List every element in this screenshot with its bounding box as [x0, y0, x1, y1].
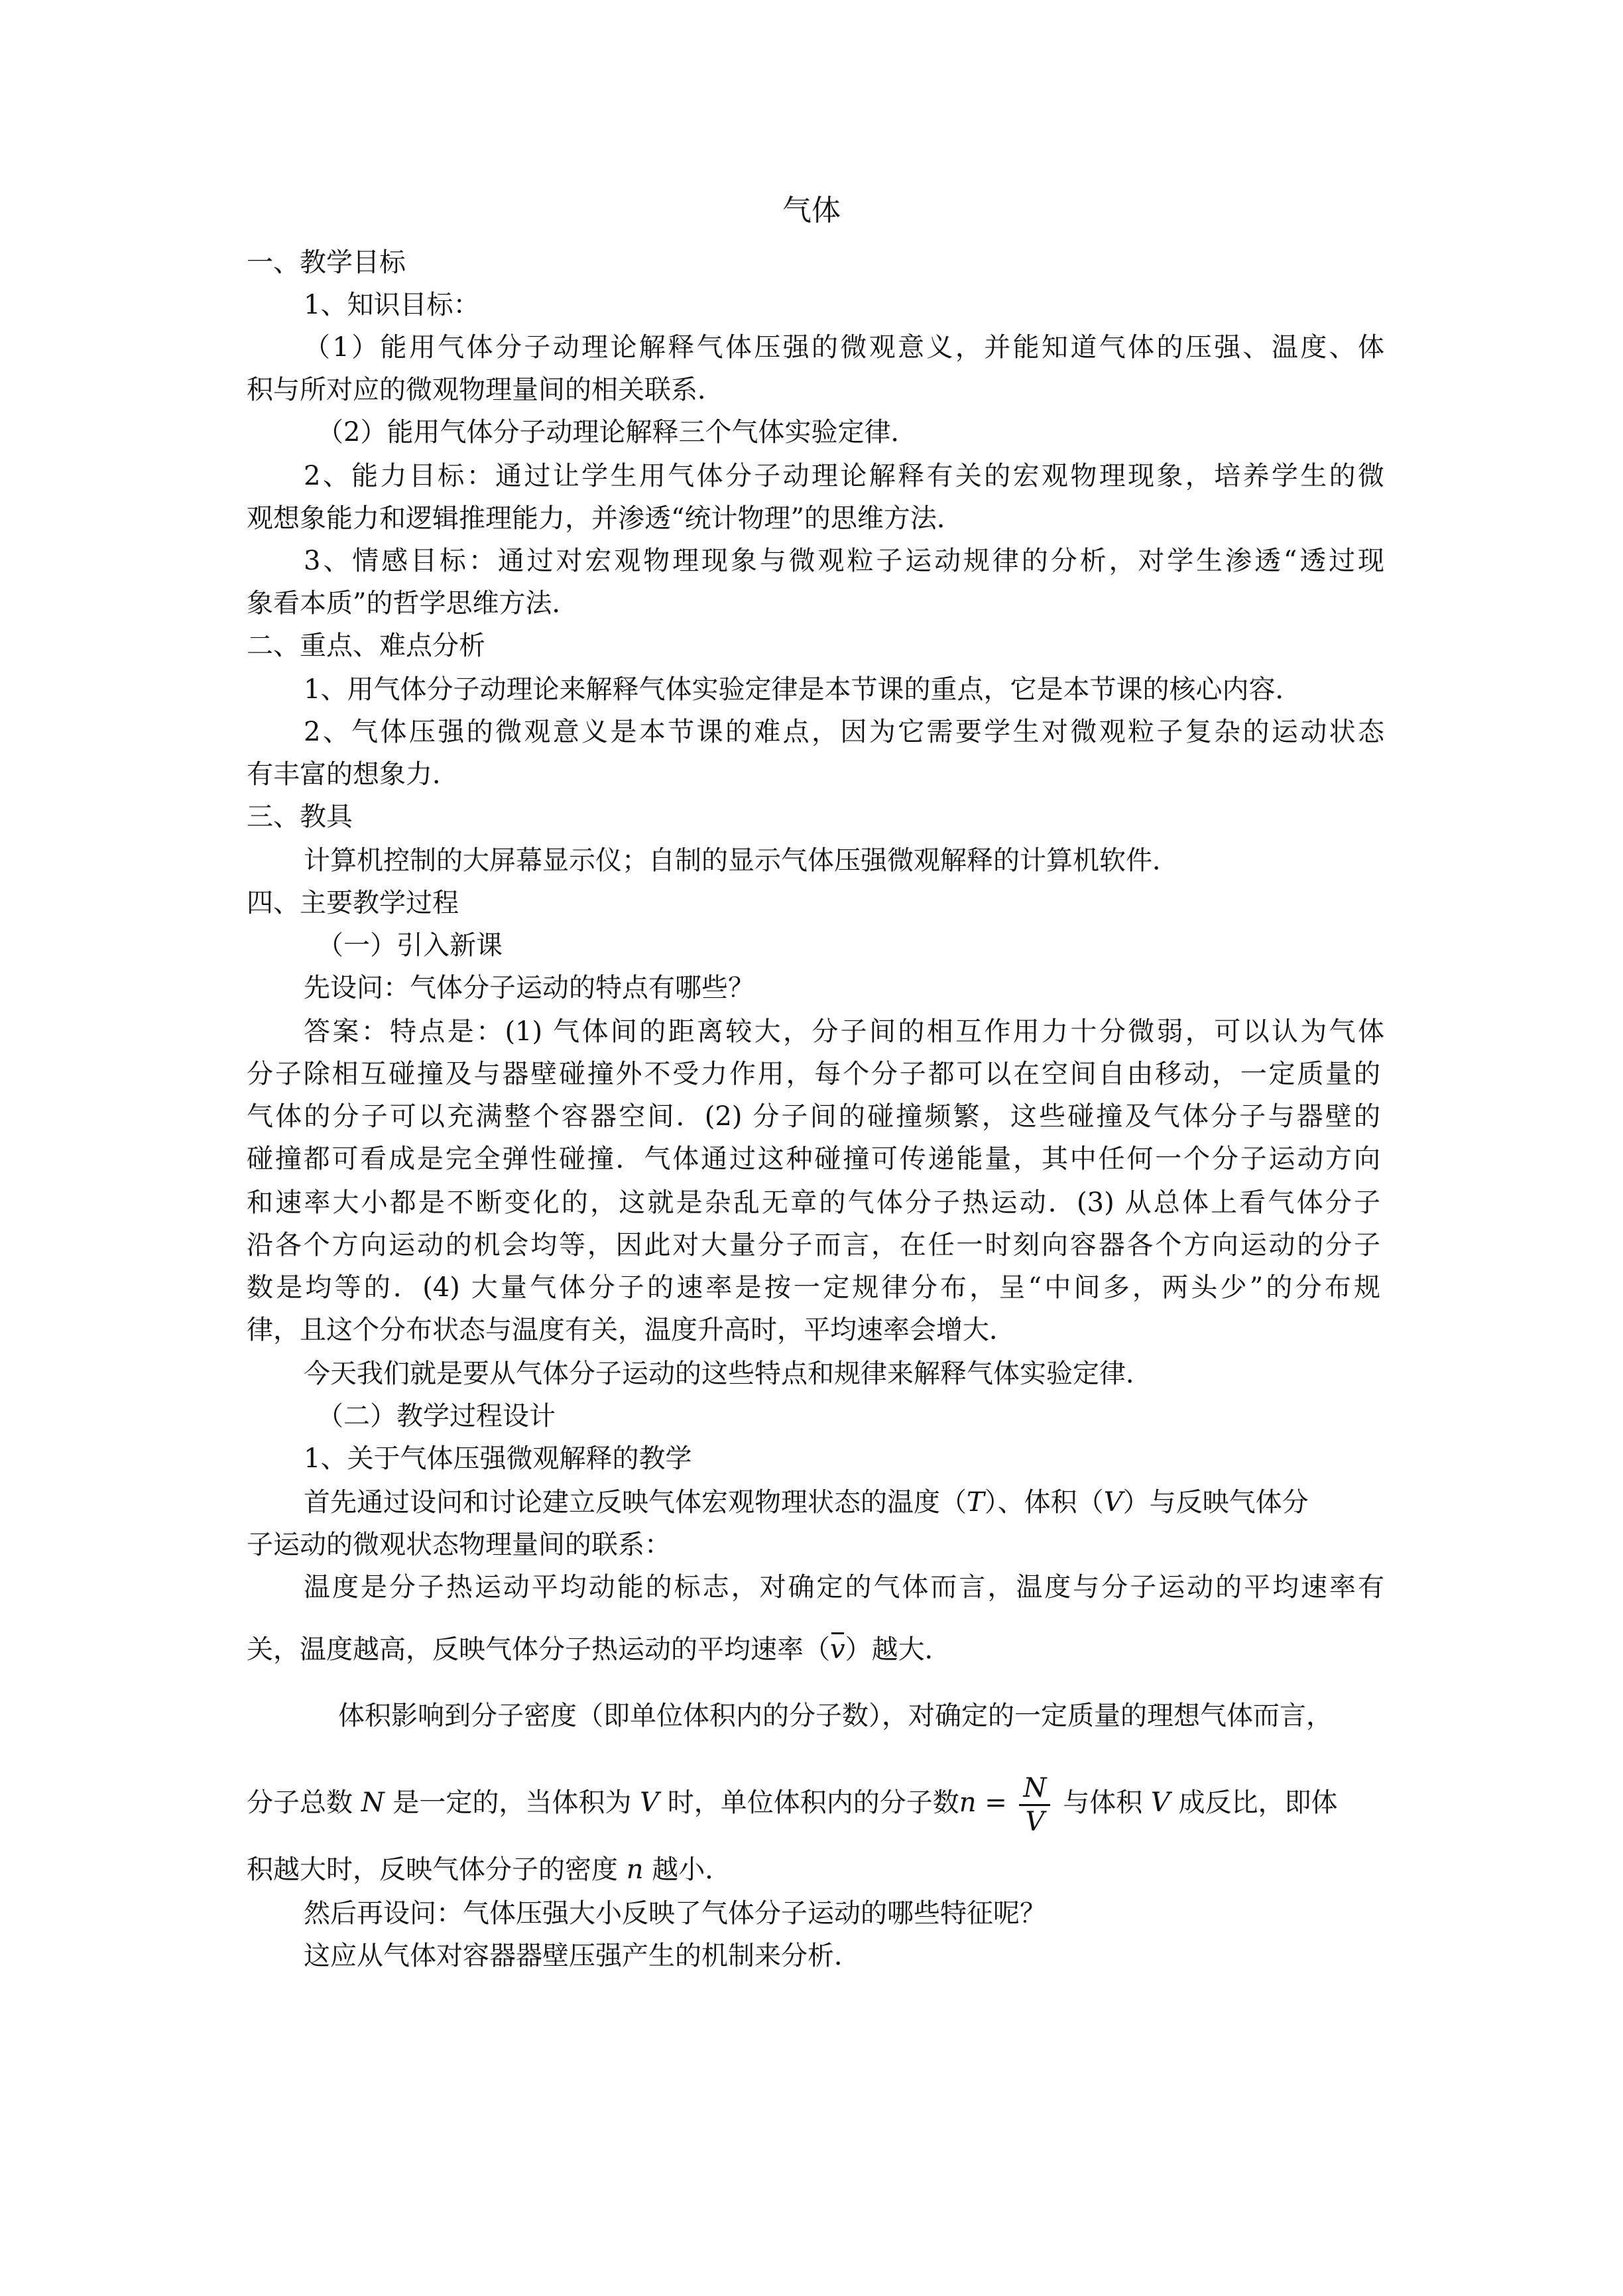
symbol-V-2: V — [640, 1787, 660, 1818]
answer-line-1: 答案：特点是：(1) 气体间的距离较大，分子间的相互作用力十分微弱，可以认为气体 — [304, 1016, 1384, 1047]
answer-line-2: 分子除相互碰撞及与器壁碰撞外不受力作用，每个分子都可以在空间自由移动，一定质量的 — [247, 1059, 1380, 1089]
knowledge-objective-heading: 1、知识目标： — [304, 290, 480, 320]
fraction-N-over-V — [1019, 1772, 1050, 1838]
emotion-objective-line-2: 象看本质”的哲学思维方法． — [247, 588, 579, 619]
intro-text-part-3: ）与反映气体分 — [1122, 1487, 1309, 1518]
follow-up-question: 然后再设问：气体压强大小反映了气体分子运动的哪些特征呢？ — [304, 1898, 1046, 1929]
subsection-intro: （一）引入新课 — [317, 930, 503, 961]
closing-line: 这应从气体对容器器壁压强产生的机制来分析． — [304, 1941, 861, 1971]
answer-line-7: 数是均等的．(4) 大量气体分子的速率是按一定规律分布，呈“中间多，两头少”的分布规 — [247, 1272, 1380, 1303]
tools-description: 计算机控制的大屏幕显示仪；自制的显示气体压强微观解释的计算机软件． — [304, 845, 1179, 876]
intro-question: 先设问：气体分子运动的特点有哪些？ — [304, 973, 754, 1003]
symbol-V: V — [1103, 1487, 1123, 1518]
temperature-text-part-2: ）越大． — [845, 1634, 951, 1665]
volume-text-part-3: 时，单位体积内的分子数 — [659, 1787, 959, 1818]
section-heading-tools: 三、教具 — [247, 802, 353, 832]
volume-line-3 — [247, 1851, 731, 1888]
page-title: 气体 — [782, 194, 841, 227]
symbol-v-bar: v — [830, 1631, 845, 1668]
temperature-line-2 — [247, 1631, 951, 1668]
temperature-line-1: 温度是分子热运动平均动能的标志，对确定的气体而言，温度与分子运动的平均速率有 — [304, 1572, 1384, 1602]
answer-line-6: 沿各个方向运动的机会均等，因此对大量分子而言，在任一时刻向容器各个方向运动的分子 — [247, 1230, 1380, 1260]
intro-text-part-1: 首先通过设问和讨论建立反映气体宏观物理状态的温度（ — [304, 1487, 967, 1518]
today-statement: 今天我们就是要从气体分子运动的这些特点和规律来解释气体实验定律． — [304, 1359, 1152, 1389]
intro-paragraph-line-2: 子运动的微观状态物理量间的联系： — [247, 1530, 671, 1560]
symbol-T: T — [967, 1487, 985, 1518]
symbol-n: n — [959, 1787, 977, 1818]
fraction-numerator: N — [1023, 1772, 1047, 1803]
equals-sign: = — [976, 1787, 1016, 1818]
answer-line-3: 气体的分子可以充满整个容器空间．(2) 分子间的碰撞频繁，这些碰撞及气体分子与器壁的 — [247, 1101, 1380, 1132]
section-heading-process: 四、主要教学过程 — [247, 888, 459, 918]
answer-line-5: 和速率大小都是不断变化的，这就是杂乱无章的气体分子热运动．(3) 从总体上看气体分子 — [247, 1187, 1380, 1218]
answer-line-8: 律，且这个分布状态与温度有关，温度升高时，平均速率会增大． — [247, 1315, 1016, 1345]
intro-paragraph-line-1 — [304, 1484, 1309, 1521]
volume-text-part-7: 越小． — [643, 1854, 732, 1885]
volume-text-part-6: 积越大时，反映气体分子的密度 — [247, 1854, 627, 1885]
key-point-2-line-1: 2、气体压强的微观意义是本节课的难点，因为它需要学生对微观粒子复杂的运动状态 — [304, 717, 1384, 747]
volume-text-part-1: 分子总数 — [247, 1787, 361, 1818]
volume-text-part-5: 成反比，即体 — [1170, 1787, 1338, 1818]
answer-line-4: 碰撞都可看成是完全弹性碰撞．气体通过这种碰撞可传递能量，其中任何一个分子运动方向 — [247, 1144, 1380, 1174]
key-point-2-line-2: 有丰富的想象力． — [247, 759, 459, 790]
fraction-denominator: V — [1025, 1806, 1045, 1837]
intro-text-part-2: ）、体积（ — [984, 1487, 1104, 1518]
symbol-n-2: n — [626, 1854, 644, 1885]
section-heading-objectives: 一、教学目标 — [247, 247, 406, 278]
volume-text-part-2: 是一定的，当体积为 — [384, 1787, 640, 1818]
symbol-N: N — [361, 1787, 385, 1818]
knowledge-item-1-line-1: （1）能用气体分子动理论解释气体压强的微观意义，并能知道气体的压强、温度、体 — [304, 332, 1384, 363]
volume-text-part-4: 与体积 — [1054, 1787, 1151, 1818]
process-item-1: 1、关于气体压强微观解释的教学 — [304, 1443, 692, 1474]
ability-objective-line-1: 2、能力目标：通过让学生用气体分子动理论解释有关的宏观物理现象，培养学生的微 — [304, 461, 1384, 491]
knowledge-item-2: （2）能用气体分子动理论解释三个气体实验定律． — [317, 417, 918, 448]
subsection-process-design: （二）教学过程设计 — [317, 1401, 556, 1431]
ability-objective-line-2: 观想象能力和逻辑推理能力，并渗透“统计物理”的思维方法． — [247, 503, 963, 534]
knowledge-item-1-line-2: 积与所对应的微观物理量间的相关联系． — [247, 375, 724, 405]
section-heading-key-points: 二、重点、难点分析 — [247, 631, 485, 661]
key-point-1: 1、用气体分子动理论来解释气体实验定律是本节课的重点，它是本节课的核心内容． — [304, 674, 1302, 705]
volume-line-1: 体积影响到分子密度（即单位体积内的分子数），对确定的一定质量的理想气体而言， — [338, 1701, 1333, 1731]
emotion-objective-line-1: 3、情感目标：通过对宏观物理现象与微观粒子运动规律的分析，对学生渗透“透过现 — [304, 546, 1384, 576]
symbol-V-3: V — [1150, 1787, 1170, 1818]
temperature-text-part-1: 关，温度越高，反映气体分子热运动的平均速率（ — [247, 1634, 830, 1665]
volume-line-2 — [247, 1766, 1338, 1839]
